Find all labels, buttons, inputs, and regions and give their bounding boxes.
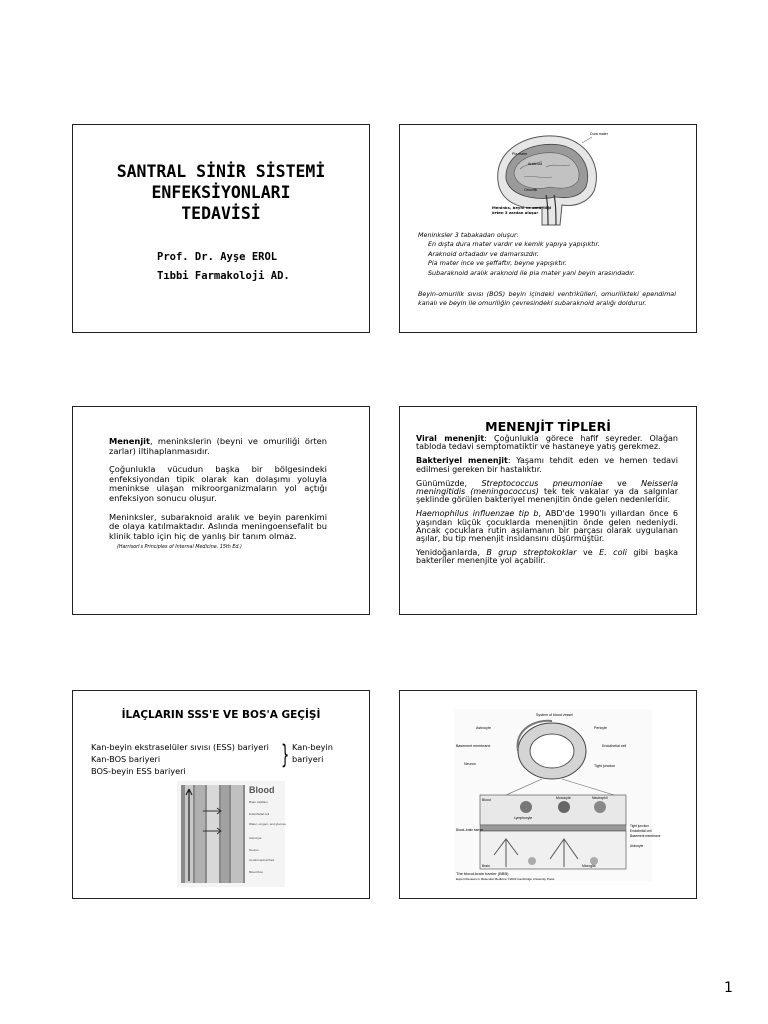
reference: (Harrison's Principles of Internal Medicine, 15th Ed.) [117,545,242,551]
cause-paragraph: Çoğunlukla vücudun başka bir bölgesindeki enfeksiyondan tipik olarak kan dolaşımı yoluyla meninkse ulaşan mikroorganizmaların yol açtığı enfeksiyon sonucu oluşur. [109,464,327,503]
svg-text:Brain: Brain [482,864,490,868]
svg-text:Lymphocyte: Lymphocyte [514,816,533,820]
svg-text:Blood–brain barrier: Blood–brain barrier [456,828,484,832]
bacterial-paragraph: Bakteriyel menenjit: Yaşamı tehdit eden ve hemen tedavi edilmesi gereken bir hastalıktır. [416,456,679,474]
label-pia: Pia mater [512,152,528,156]
slide-heading: İLAÇLARIN SSS'E VE BOS'A GEÇİŞİ [121,709,321,721]
svg-text:System of blood vessel: System of blood vessel [536,713,573,717]
slide-meningitis-definition [72,406,370,615]
svg-text:Basement membrane: Basement membrane [456,744,491,748]
hib-paragraph: Haemophilus influenzae tip b, ABD'de 1990'lı yıllardan önce 6 yaşından küçük çocuklarda menenjitin önde gelen nedeniydi. Ancak çocuklara rutin aşılamanın bir parçası olarak uygulanan aşılar, bu tip menenjit insidansını düşürmüştür. [416,509,678,544]
svg-text:Endothelial cell: Endothelial cell [602,744,627,748]
barrier-item: Kan-beyin ekstraselüler sıvısı (ESS) bariyeri [91,742,269,752]
author-name: Prof. Dr. Ayşe EROL [157,251,278,263]
brace-icon: } [281,740,290,770]
meninges-item: Subaraknoid aralık araknoid ile pia mater yani beyin arasındadır. [428,268,636,277]
svg-text:Tight junction: Tight junction [594,764,616,768]
slide-drug-passage [72,690,370,899]
figure-caption: The blood-brain barrier (BBB) [456,871,509,876]
meninges-item: En dışta dura mater vardır ve kemik yapıya yapışıktır. [428,240,600,249]
barrier-item: BOS-beyin ESS bariyeri [91,766,186,776]
meninges-item: Araknoid ortadadır ve damarsızdır. [428,249,539,258]
types-body [416,435,678,572]
definition-paragraph: Menenjit, meninkslerin (beyni ve omuriliği örten zarlar) iltihaplanmasıdır. [109,436,327,456]
author-block [157,248,290,286]
legend-item: Neuron [249,848,259,852]
svg-text:Pericyte: Pericyte [594,726,607,730]
legend-item: Brain capillary [249,800,268,804]
svg-text:Neuron: Neuron [464,762,476,766]
slide-title-heading: SANTRAL SİNİR SİSTEMİ ENFEKSİYONLARI TEDAVİSİ [116,162,326,223]
csf-paragraph: Beyin-omurilik sıvısı (BOS) beyin içindeki ventrikülleri, omurilikteki ependimal kanalı ve beyin ile omuriliğin çevresindeki subaraknoid aralığı doldurur. [418,290,676,308]
slide-bbb-figure [399,690,697,899]
blood-brain-barrier-figure [454,709,661,881]
label-dura: Dura mater [590,132,608,136]
slide-meningitis-types [399,406,697,615]
svg-text:Blood: Blood [482,798,491,802]
department: Tıbbi Farmakoloji AD. [157,270,290,282]
svg-text:Basement membrane: Basement membrane [630,834,661,838]
meninges-intro: Meninksler 3 tabakadan oluşur: [418,231,519,239]
legend-item: Astrocyte [249,836,262,840]
meninges-list [418,231,678,278]
svg-text:Endothelial cell: Endothelial cell [630,829,652,833]
legend-item: Cerebrospinal fluid [249,858,275,862]
label-arachnoid: Araknoid [528,162,543,166]
svg-text:Microglia: Microglia [582,864,596,868]
label-spinal: Omurilik [524,188,538,192]
meninges-item: Pia mater ince ve şeffaftır, beyne yapışıktır. [428,259,567,268]
page-number: 1 [724,980,733,996]
newborn-paragraph: Yenidoğanlarda, B grup streptokoklar ve E. coli gibi başka bakteriler menenjite yol açabilir. [416,548,679,566]
svg-text:Monocyte: Monocyte [556,796,571,800]
figure-credit: Expert Reviews in Molecular Medicine ©2003 Cambridge University Press [456,877,555,881]
slide-title [72,124,370,333]
slide-meninges [399,124,697,333]
svg-text:Neutrophil: Neutrophil [592,796,608,800]
causes-paragraph: Günümüzde, Streptococcus pneumoniae ve Neisseria meningitidis (meningococcus) tek tek vakalar ya da salgınlar şeklinde görülen bakteriyel menenjitin önde gelen nedenleridir. [416,478,678,505]
slide-heading: MENENJİT TİPLERİ [485,419,611,434]
svg-text:Astrocyte: Astrocyte [630,844,644,848]
barrier-list [91,741,269,777]
involvement-paragraph: Meninksler, subaraknoid aralık ve beyin parenkimi de olaya katılmaktadır. Aslında meningoensefalit bu klinik tablo için hiç de yanlış bir tanım olmaz. [109,511,327,541]
svg-text:Astrocyte: Astrocyte [476,726,491,730]
definition-body [109,437,327,553]
blood-vessel-figure [177,781,285,887]
viral-paragraph: Viral menenjit: Çoğunlukla görece hafif seyreder. Olağan tabloda tedavi semptomatiktir ve hastaneye yatış gerekmez. [416,434,678,452]
legend-item: Water, oxygen, and glucose [249,822,286,826]
legend-item: Endothelial cell [249,812,270,816]
barrier-group-label: Kan-beyin bariyeri [292,742,333,764]
legend-item: Blood flow [249,870,263,874]
figure-heading: Blood [249,785,275,795]
svg-text:Tight junction: Tight junction [630,824,649,828]
barrier-item: Kan-BOS bariyeri [91,754,161,764]
figure-caption: Meninks, beyni ve omuriliği örten 3 zardan oluşur [492,205,552,215]
